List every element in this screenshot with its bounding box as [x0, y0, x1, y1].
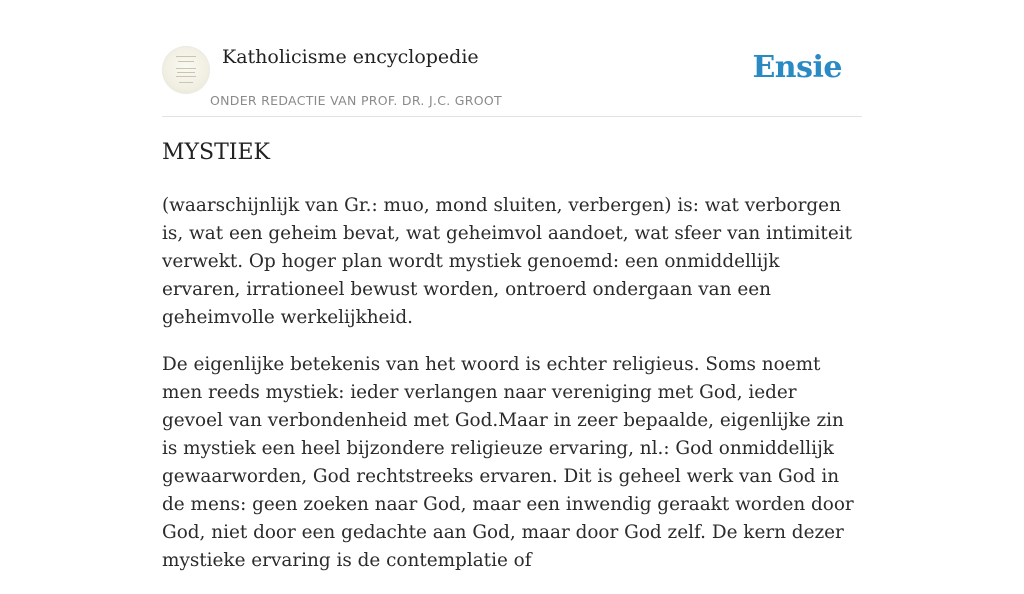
article-title: MYSTIEK [162, 140, 270, 165]
book-title[interactable]: Katholicisme encyclopedie [222, 46, 479, 68]
paragraph-2: De eigenlijke betekenis van het woord is echter religieus. Soms noemt men reeds mystiek: ieder verlangen naar vereniging met God, ieder gevoel van verbondenheid met God.Maar in zeer bepaalde, eigenlijke zin is mystiek een heel bijzondere religieuze ervaring, nl.: God onmiddellijk gewaarworden, God rechtstreeks ervaren. Dit is geheel werk van God in de mens: geen zoeken naar God, maar een inwendig geraakt worden door God, niet door een gedachte aan God, maar door God zelf. De kern dezer mystieke ervaring is de contemplatie of [162, 354, 854, 571]
editor-credit: ONDER REDACTIE VAN PROF. DR. J.C. GROOT [210, 93, 502, 108]
paragraph-1: (waarschijnlijk van Gr.: muo, mond sluiten, verbergen) is: wat verborgen is, wat een geheim bevat, wat geheimvol aandoet, wat sfeer van intimiteit verwekt. Op hoger plan wordt mystiek genoemd: een onmiddellijk ervaren, irrationeel bewust worden, ontroerd ondergaan van een geheimvolle werkelijkheid. [162, 195, 852, 328]
article-body [162, 192, 862, 594]
ensie-logo[interactable]: Ensie [752, 50, 842, 85]
book-cover-image[interactable] [162, 46, 210, 94]
header [162, 40, 862, 117]
